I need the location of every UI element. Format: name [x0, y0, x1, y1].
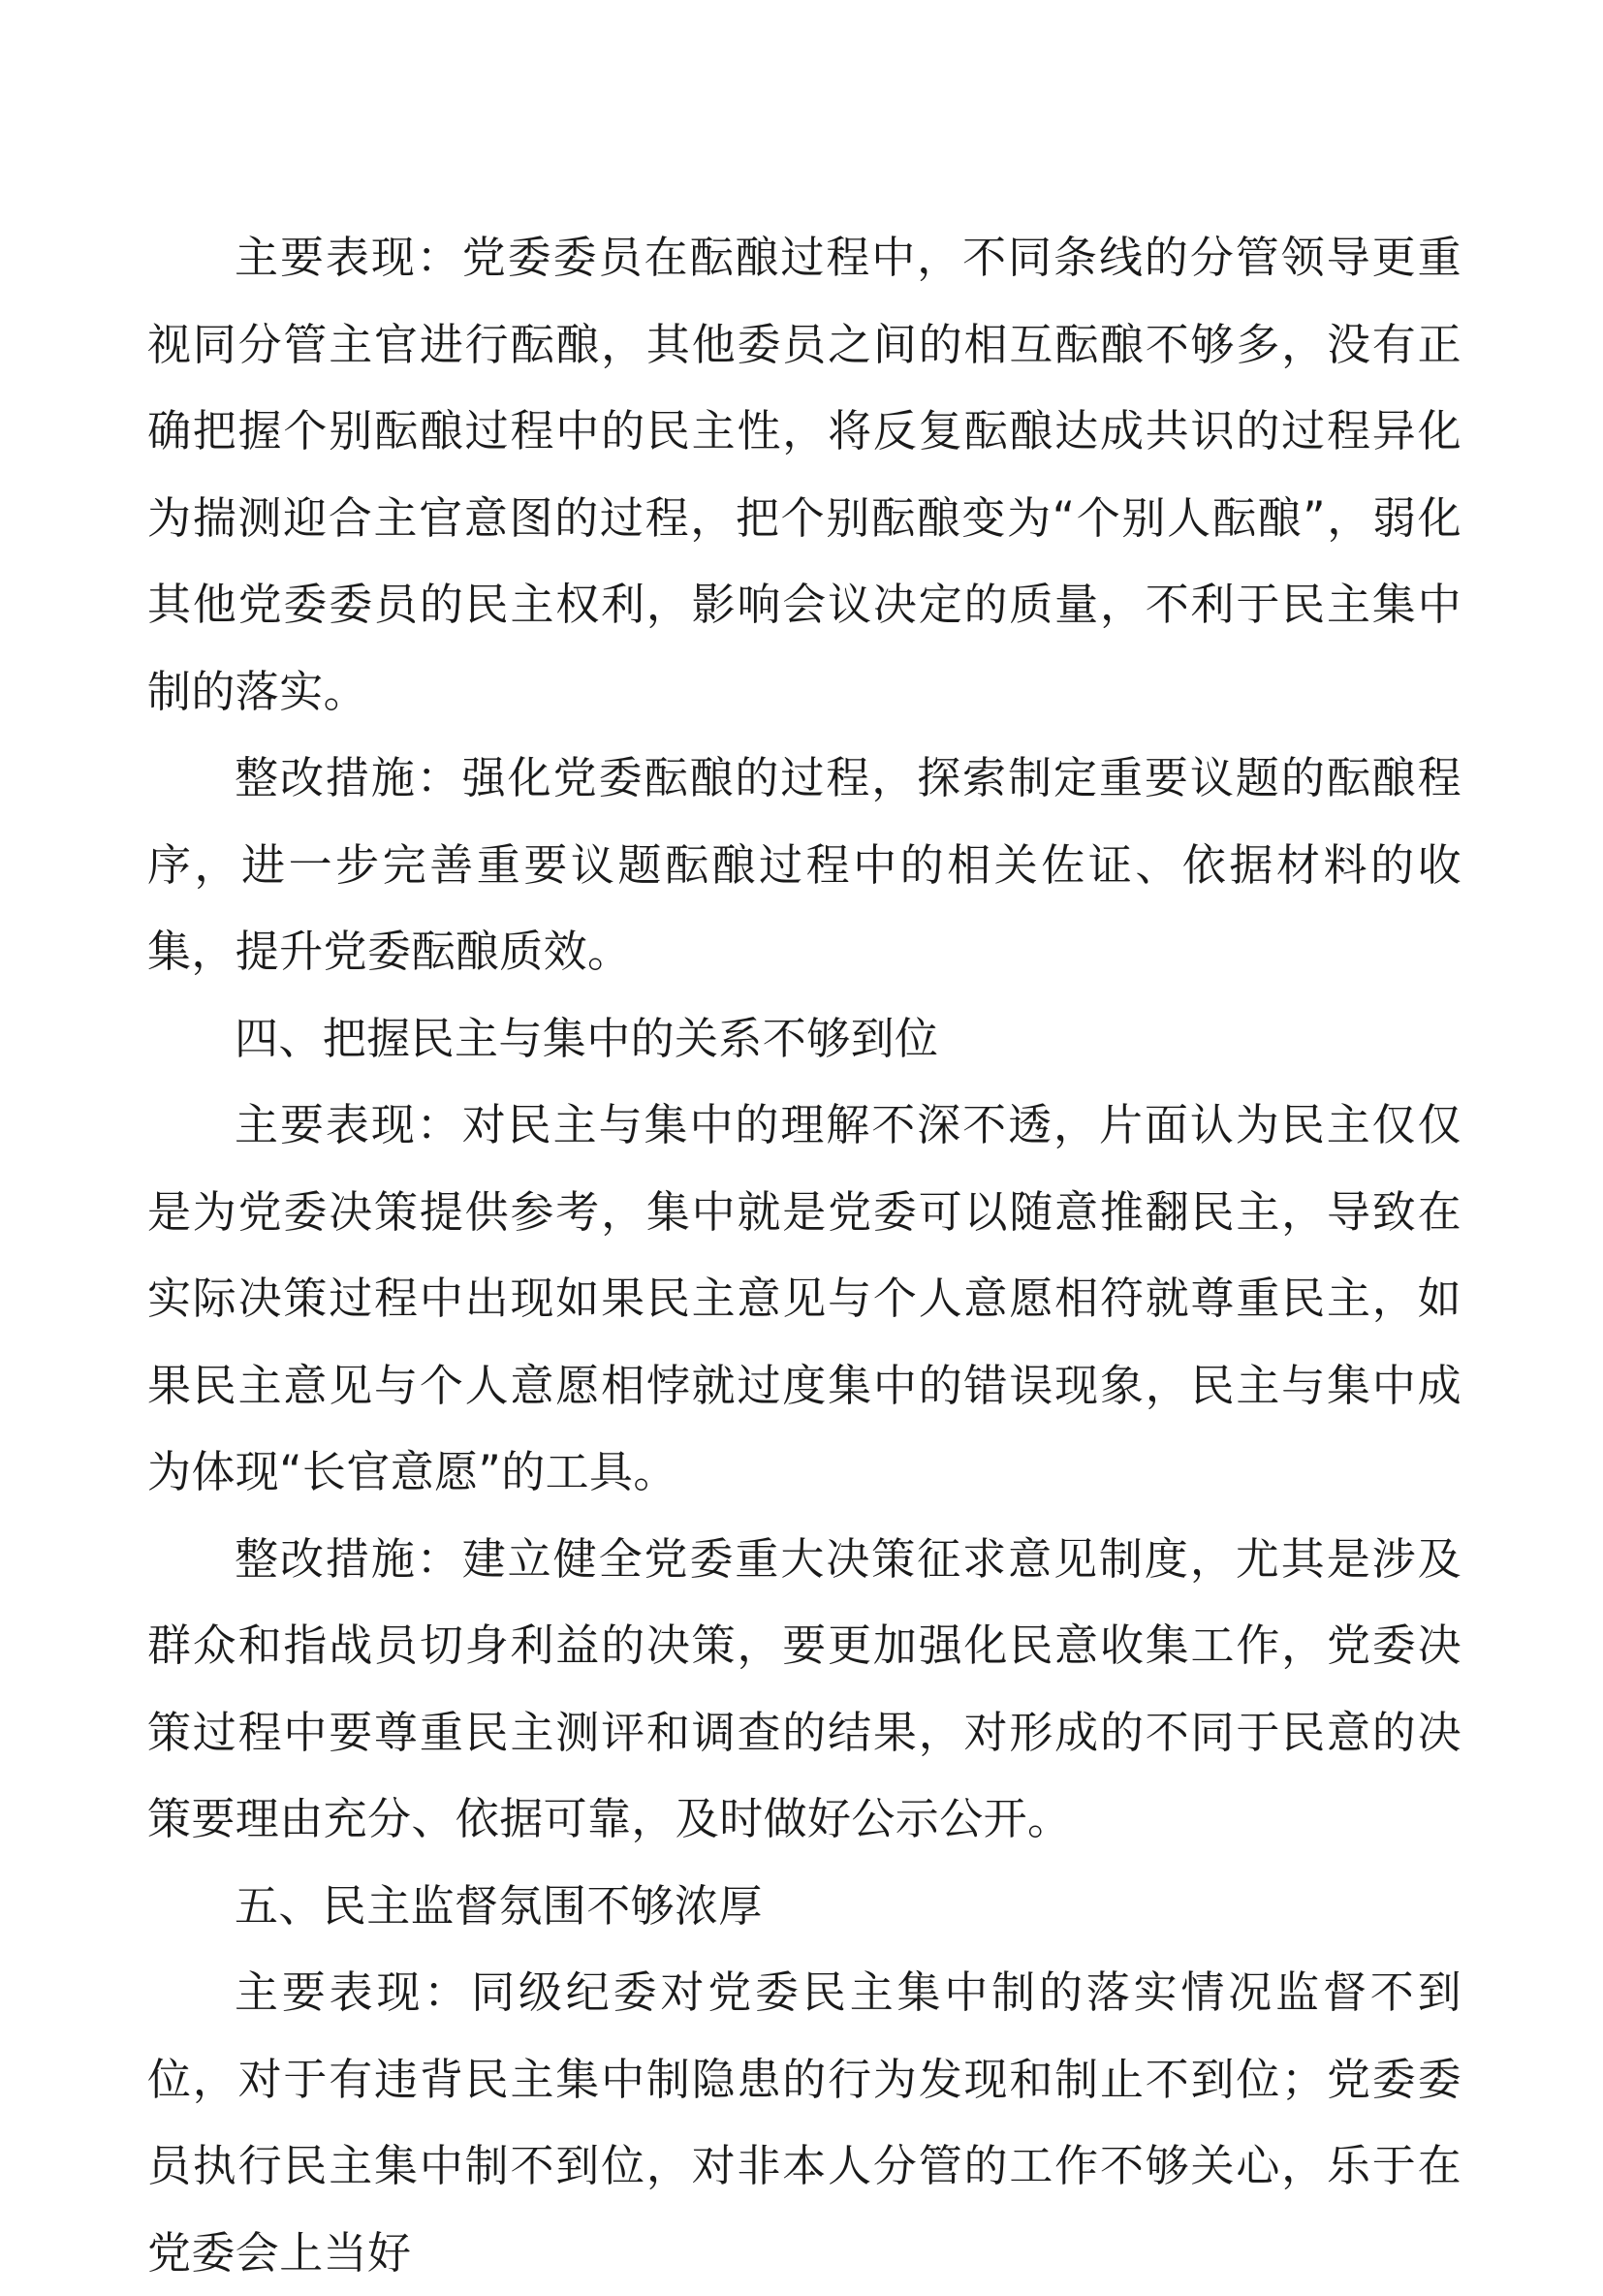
paragraph-rectification-1: 整改措施：强化党委酝酿的过程，探索制定重要议题的酝酿程序，进一步完善重要议题酝酿过程中的相关佐证、依据材料的收集，提升党委酝酿质效。	[147, 752, 1462, 977]
paragraph-rectification-4: 整改措施：建立健全党委重大决策征求意见制度，尤其是涉及群众和指战员切身利益的决策，要更加强化民意收集工作，党委决策过程中要尊重民主测评和调查的结果，对形成的不同于民意的决策要理由充分、依据可靠，及时做好公示公开。	[147, 1532, 1462, 1844]
paragraph-performance-1: 主要表现：党委委员在酝酿过程中，不同条线的分管领导更重视同分管主官进行酝酿，其他委员之间的相互酝酿不够多，没有正确把握个别酝酿过程中的民主性，将反复酝酿达成共识的过程异化为揣测迎合主官意图的过程，把个别酝酿变为“个别人酝酿”，弱化其他党委委员的民主权利，影响会议决定的质量，不利于民主集中制的落实。	[147, 232, 1462, 717]
document-body	[147, 214, 1462, 2296]
paragraph-performance-4: 主要表现：对民主与集中的理解不深不透，片面认为民主仅仅是为党委决策提供参考，集中就是党委可以随意推翻民主，导致在实际决策过程中出现如果民主意见与个人意愿相符就尊重民主，如果民主意见与个人意愿相悖就过度集中的错误现象，民主与集中成为体现“长官意愿”的工具。	[147, 1099, 1462, 1497]
section-heading-5: 五、民主监督氛围不够浓厚	[235, 1879, 763, 1932]
section-heading-4: 四、把握民主与集中的关系不够到位	[235, 1012, 939, 1064]
paragraph-performance-5: 主要表现：同级纪委对党委民主集中制的落实情况监督不到位，对于有违背民主集中制隐患的行为发现和制止不到位；党委委员执行民主集中制不到位，对非本人分管的工作不够关心，乐于在党委会上当好	[147, 1966, 1462, 2279]
